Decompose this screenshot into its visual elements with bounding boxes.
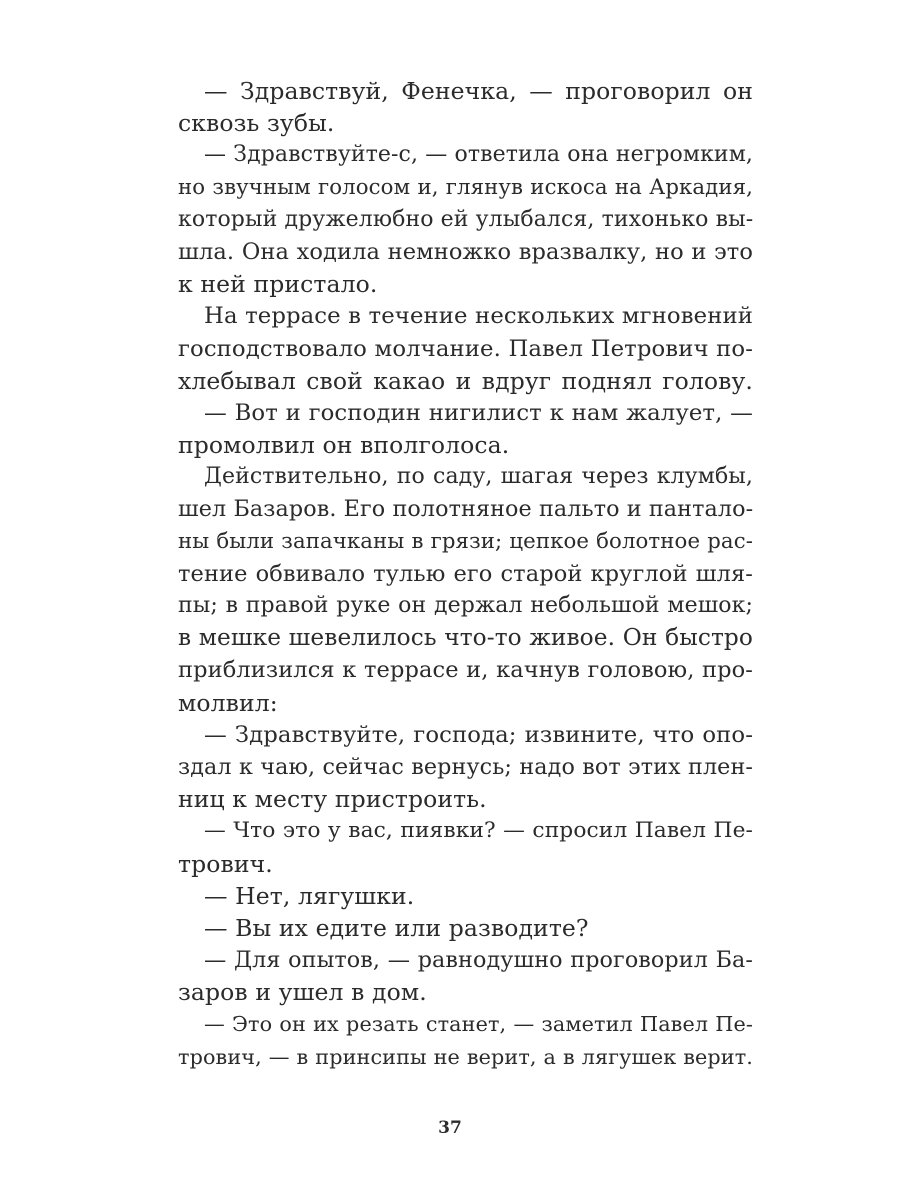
text-line: сквозь зубы. [178, 109, 335, 138]
text-line: ниц к месту пристроить. [178, 785, 487, 814]
text-line: — Вы их едите или разводите? [204, 913, 589, 942]
text-line: который дружелюбно ей улыбался, тихонько вы- [178, 206, 754, 232]
text-line: — Вот и господин нигилист к нам жалует, — [204, 399, 753, 426]
text-line: пы; в правой руке он держал небольшой мешок; [178, 593, 753, 618]
text-line: господствовало молчание. Павел Петрович по- [178, 335, 753, 362]
text-line: — Здравствуйте-с, — ответила она негромким, [204, 142, 753, 168]
text-line: шла. Она ходила немножко вразвалку, но и это [178, 238, 753, 265]
text-line: трович, — в принсипы не верит, а в лягушек верит. [178, 1044, 753, 1069]
text-line: промолвил он вполголоса. [178, 431, 510, 460]
text-line: заров и ушел в дом. [178, 978, 427, 1007]
body-text [178, 75, 753, 1073]
text-line: но звучным голосом и, глянув искоса на Аркадия, [178, 174, 753, 200]
text-line: — Здравствуйте, господа; извините, что опо- [204, 721, 753, 748]
text-line: — Для опытов, — равнодушно проговорил Ба- [204, 947, 753, 974]
text-line: молвил: [178, 688, 278, 717]
text-line: — Здравствуй, Фенечка, — проговорил он [204, 77, 753, 105]
text-line: На террасе в течение нескольких мгновений [204, 303, 753, 330]
text-line: ны были запачканы в грязи; цепкое болотное рас- [178, 528, 753, 554]
text-line: в мешке шевелилось что-то живое. Он быстро [178, 624, 753, 652]
text-line: — Нет, лягушки. [204, 881, 415, 910]
text-line: Действительно, по саду, шагая через клумбы, [204, 464, 753, 490]
text-line: — Это он их резать станет, — заметил Павел Пе- [204, 1012, 753, 1037]
text-line: хлебывал свой какао и вдруг поднял голову. [178, 366, 753, 395]
text-line: — Что это у вас, пиявки? — спросил Павел Пе- [204, 818, 753, 844]
text-line: тение обвивало тулью его старой круглой шля- [178, 560, 753, 587]
text-line: к ней пристало. [178, 270, 378, 299]
page-number: 37 [438, 1118, 462, 1138]
text-line: шел Базаров. Его полотняное пальто и пантало- [178, 496, 754, 523]
text-line: здал к чаю, сейчас вернусь; надо вот этих плен- [178, 753, 753, 780]
text-line: приблизился к террасе и, качнув головою, про- [178, 657, 753, 684]
text-line: трович. [178, 849, 273, 878]
